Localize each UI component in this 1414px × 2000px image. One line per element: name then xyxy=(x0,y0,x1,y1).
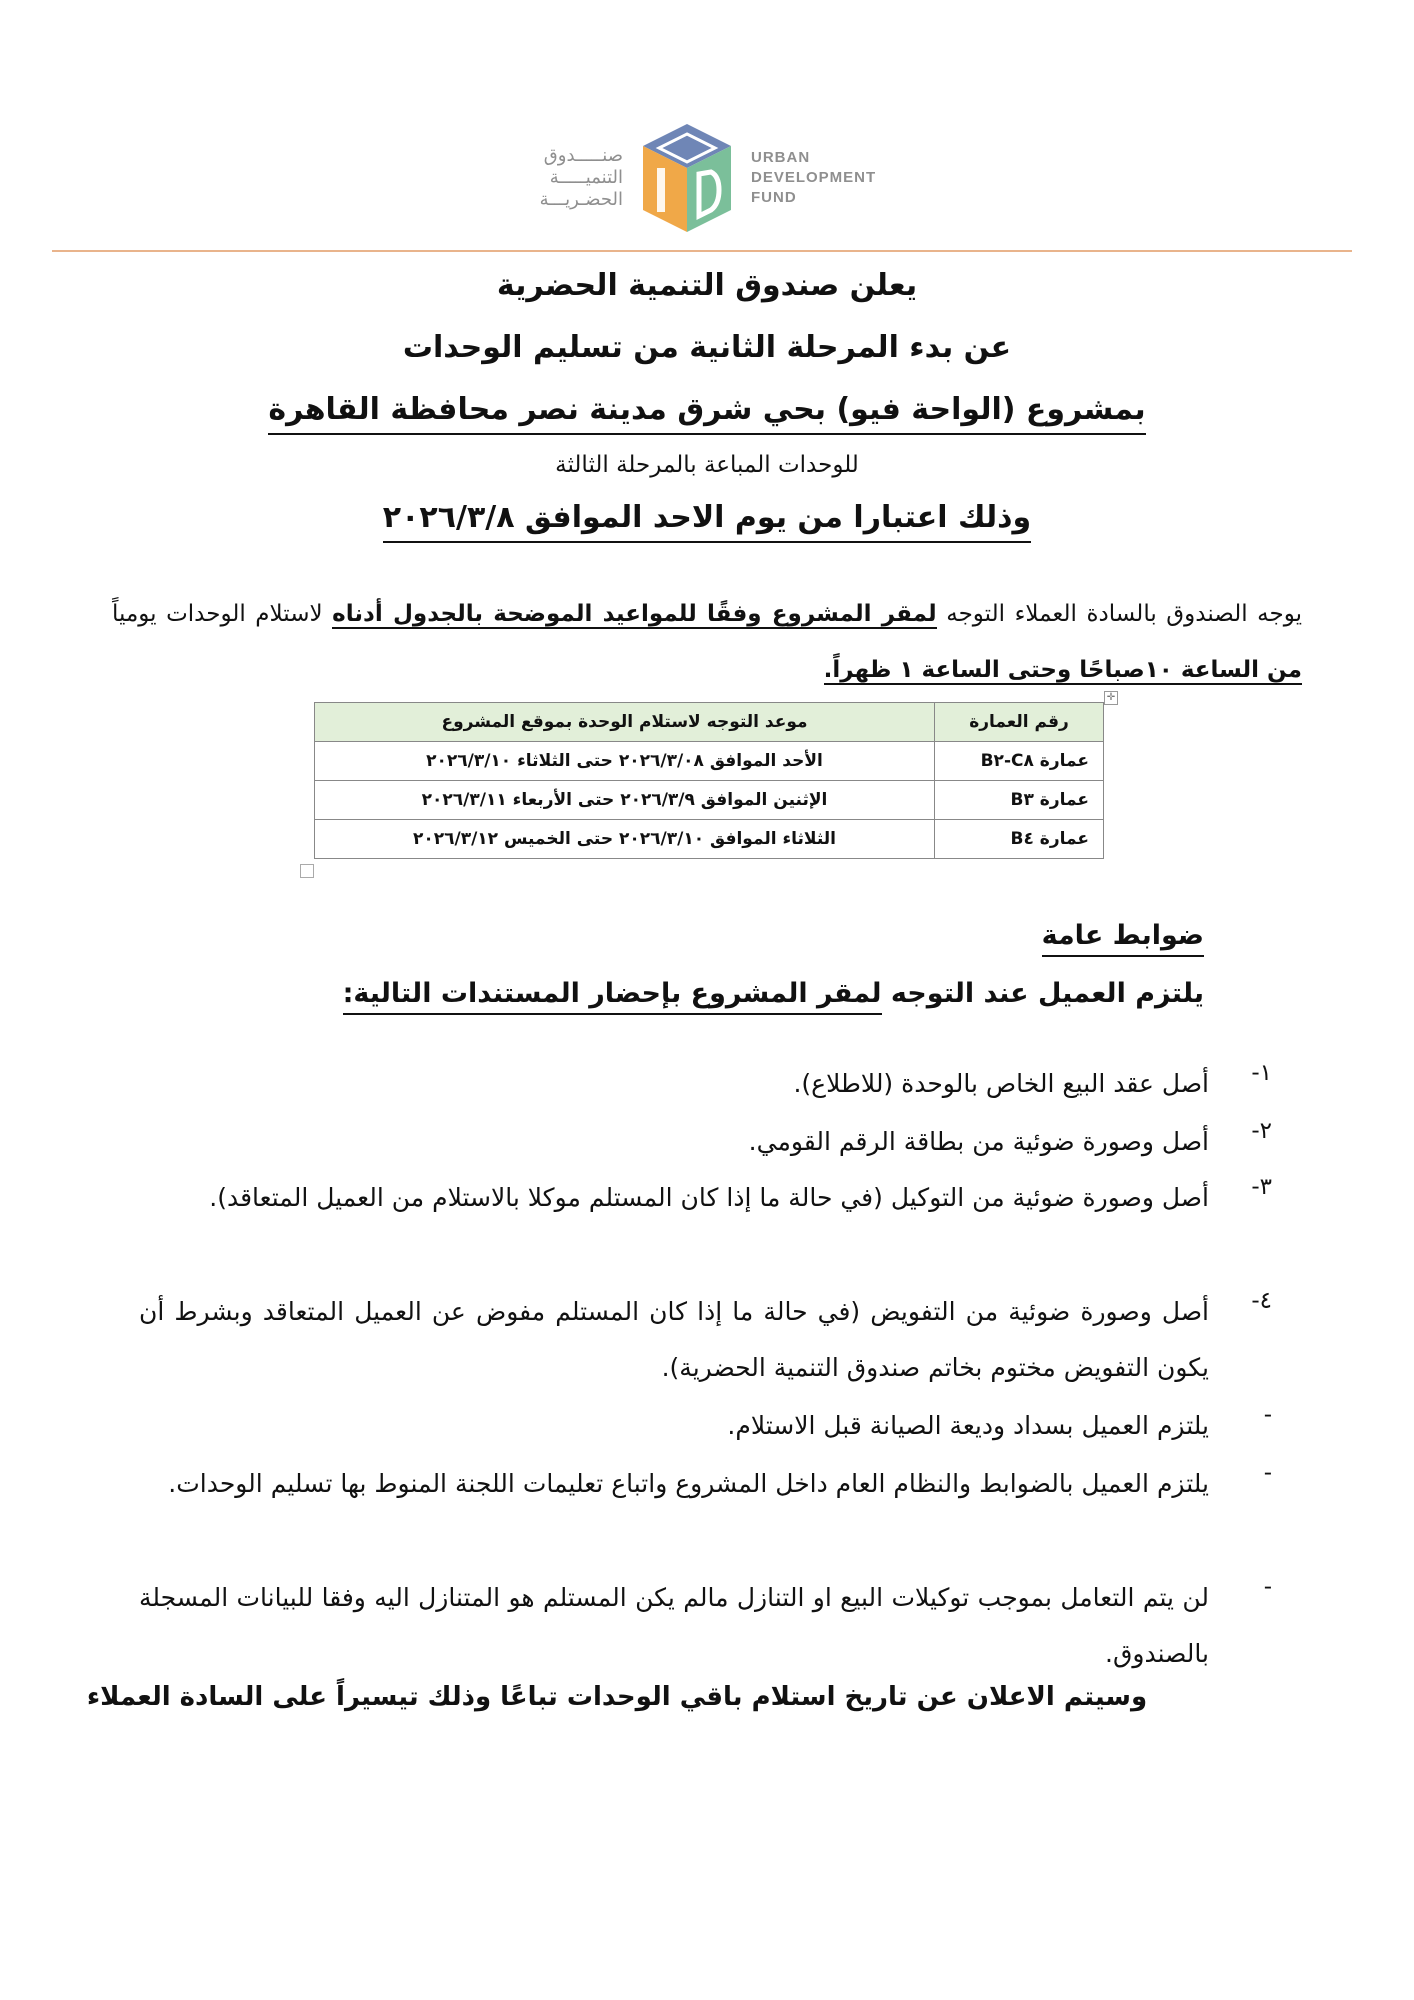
schedule-table xyxy=(314,702,1104,859)
list-item: أصل عقد البيع الخاص بالوحدة (للاطلاع). xyxy=(793,1069,1209,1098)
list-marker: - xyxy=(1263,1460,1272,1486)
table-row xyxy=(315,742,1104,781)
closing-statement: وسيتم الاعلان عن تاريخ استلام باقي الوحدات تباعًا وذلك تيسيراً على السادة العملاء xyxy=(86,1682,1148,1712)
intro-part-3: لاستلام الوحدات يومياً xyxy=(112,601,333,627)
list-marker: ١- xyxy=(1251,1060,1272,1086)
table-cell-building: عمارة B٤ xyxy=(935,820,1104,859)
title-line-4: للوحدات المباعة بالمرحلة الثالثة xyxy=(555,452,859,478)
udf-cube-logo-icon xyxy=(637,120,737,236)
list-marker: ٣- xyxy=(1251,1174,1272,1200)
header-divider xyxy=(52,250,1352,252)
list-item: يلتزم العميل بالضوابط والنظام العام داخل المشروع واتباع تعليمات اللجنة المنوط بها تسليم الوحدات. xyxy=(168,1469,1209,1498)
intro-part-4: من الساعة ١٠صباحًا وحتى الساعة ١ ظهراً. xyxy=(823,657,1302,683)
title-line-2: عن بدء المرحلة الثانية من تسليم الوحدات xyxy=(402,330,1012,365)
logo-english-text xyxy=(751,148,921,208)
logo-ar-line: صنـــــدوق xyxy=(543,145,623,166)
logo-ar-line: الحضـريـــة xyxy=(539,189,623,210)
rules-subheading-a: يلتزم العميل عند التوجه xyxy=(881,978,1204,1009)
table-row xyxy=(315,820,1104,859)
table-cell-date: الإثنين الموافق ٢٠٢٦/٣/٩ حتى الأربعاء ٢٠٢٦/٣/١١ xyxy=(315,781,935,820)
table-cell-date: الأحد الموافق ٢٠٢٦/٣/٠٨ حتى الثلاثاء ٢٠٢٦/٣/١٠ xyxy=(315,742,935,781)
list-item: أصل وصورة ضوئية من بطاقة الرقم القومي. xyxy=(748,1127,1209,1156)
rules-subheading xyxy=(343,978,1204,1009)
logo-en-line: DEVELOPMENT xyxy=(751,169,877,186)
list-item: أصل وصورة ضوئية من التفويض (في حالة ما إذا كان المستلم مفوض عن العميل المتعاقد وبشرط أن يكون التفويض مختوم بخاتم صندوق التنمية الحضرية). xyxy=(139,1297,1209,1382)
list-marker: - xyxy=(1263,1402,1272,1428)
list-marker: ٢- xyxy=(1251,1118,1272,1144)
table-header-row xyxy=(315,703,1104,742)
table-move-handle-icon[interactable]: ✛ xyxy=(1104,691,1118,705)
list-item: يلتزم العميل بسداد وديعة الصيانة قبل الاستلام. xyxy=(727,1411,1209,1440)
rules-subheading-b: لمقر المشروع بإحضار المستندات التالية: xyxy=(343,978,882,1015)
title-line-5-text: وذلك اعتبارا من يوم الاحد الموافق ٢٠٢٦/٣/٨ xyxy=(383,500,1031,543)
table-cell-building: عمارة C٨-B٢ xyxy=(935,742,1104,781)
list-marker: ٤- xyxy=(1251,1288,1272,1314)
logo-en-line: URBAN xyxy=(751,149,811,166)
title-line-3 xyxy=(0,392,1414,427)
table-resize-handle[interactable] xyxy=(300,864,314,878)
table-cell-building: عمارة B٣ xyxy=(935,781,1104,820)
logo-en-line: FUND xyxy=(751,189,797,206)
title-line-5 xyxy=(0,500,1414,535)
logo-arabic-text xyxy=(493,145,623,211)
rules-heading-text: ضوابط عامة xyxy=(1042,920,1204,957)
logo-header xyxy=(0,108,1414,248)
table-header-building: رقم العمارة xyxy=(935,703,1104,742)
table-row xyxy=(315,781,1104,820)
intro-part-2: لمقر المشروع وفقًا للمواعيد الموضحة بالجدول أدناه xyxy=(332,601,937,627)
intro-paragraph xyxy=(112,586,1302,698)
rules-heading xyxy=(1042,920,1204,951)
logo-ar-line: التنميـــــة xyxy=(549,167,623,188)
list-marker: - xyxy=(1263,1574,1272,1600)
table-header-date: موعد التوجه لاستلام الوحدة بموقع المشروع xyxy=(315,703,935,742)
title-line-3-text: بمشروع (الواحة فيو) بحي شرق مدينة نصر محافظة القاهرة xyxy=(268,392,1145,435)
list-item: أصل وصورة ضوئية من التوكيل (في حالة ما إذا كان المستلم موكلا بالاستلام من العميل المتعاقد). xyxy=(209,1183,1209,1212)
table-cell-date: الثلاثاء الموافق ٢٠٢٦/٣/١٠ حتى الخميس ٢٠٢٦/٣/١٢ xyxy=(315,820,935,859)
intro-part-1: يوجه الصندوق بالسادة العملاء التوجه xyxy=(936,601,1303,627)
title-line-1: يعلن صندوق التنمية الحضرية xyxy=(496,268,918,303)
list-item: لن يتم التعامل بموجب توكيلات البيع او التنازل مالم يكن المستلم هو المتنازل اليه وفقا للبيانات المسجلة بالصندوق. xyxy=(139,1583,1209,1668)
